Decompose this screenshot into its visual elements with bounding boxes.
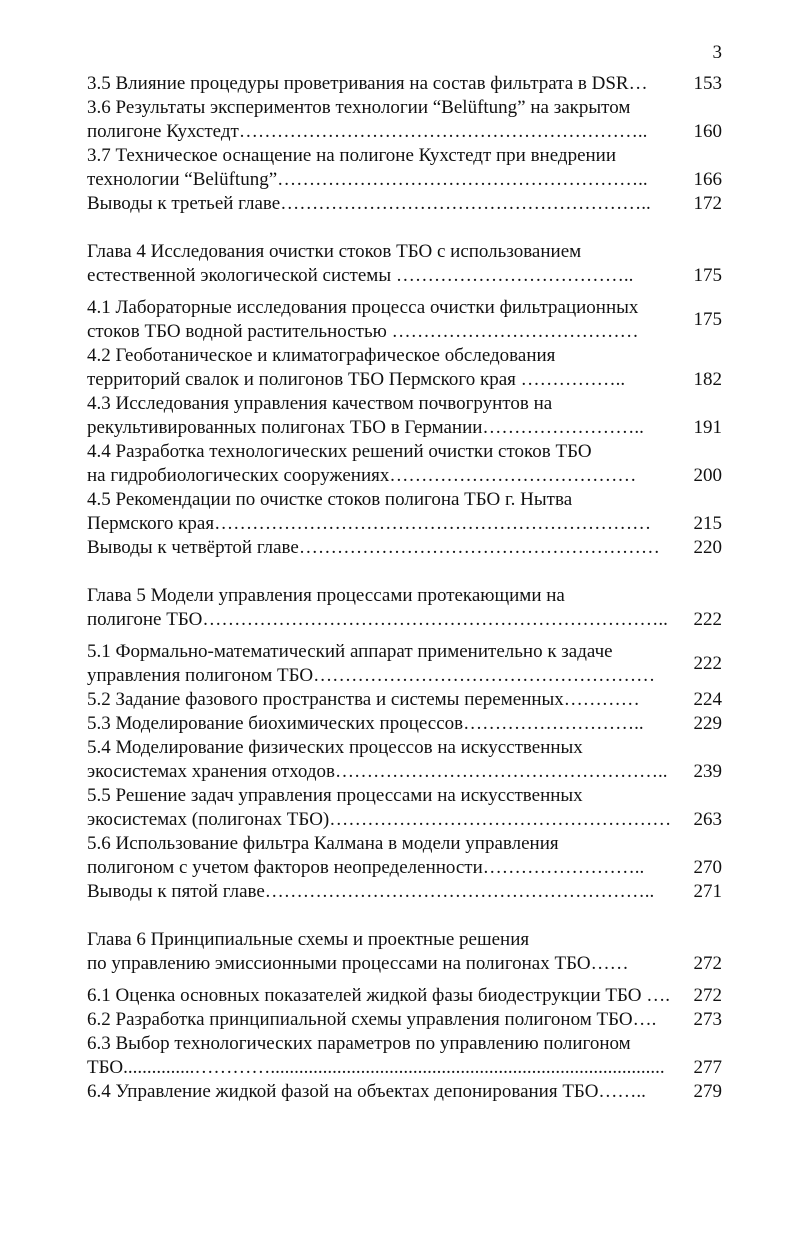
toc-entry-page: 263	[693, 809, 722, 830]
toc-entry-title: 5.1 Формально-математический аппарат применительно к задаче управления полигоном ТБО………………………………………………	[87, 641, 656, 686]
toc-entry-title: 4.2 Геоботаническое и климатографическое обследования территорий свалок и полигонов ТБО Пермского края ……………..	[87, 345, 626, 390]
toc-entry-title: 4.1 Лабораторные исследования процесса очистки фильтрационных стоков ТБО водной растительностью …………………………………	[87, 297, 639, 342]
toc-entry-page: 160	[693, 121, 722, 142]
toc-entry-page: 273	[693, 1009, 722, 1030]
toc-entry-4-2	[87, 344, 722, 392]
toc-entry-title: 4.3 Исследования управления качеством почвогрунтов на рекультивированных полигонах ТБО в Германии……………………..	[87, 393, 644, 438]
toc-entry-title: Глава 6 Принципиальные схемы и проектные решения по управлению эмиссионными процессами на полигонах ТБО……	[87, 929, 629, 974]
toc-entry-5-6	[87, 832, 722, 880]
toc-entry-title: 5.2 Задание фазового пространства и системы переменных…………	[87, 689, 640, 710]
toc-entry-4-3	[87, 392, 722, 440]
table-of-contents	[87, 72, 722, 1104]
toc-entry-title: 6.2 Разработка принципиальной схемы управления полигоном ТБО….	[87, 1009, 657, 1030]
toc-entry-5-2	[87, 688, 722, 712]
toc-entry-page: 271	[693, 881, 722, 902]
toc-entry-3-6	[87, 96, 722, 144]
toc-entry-title: Глава 4 Исследования очистки стоков ТБО с использованием естественной экологической системы ………………………………..	[87, 241, 634, 286]
toc-entry-3-7	[87, 144, 722, 192]
toc-entry-title: 5.4 Моделирование физических процессов на искусственных экосистемах хранения отходов……………………………………………..	[87, 737, 668, 782]
toc-entry-title: 3.7 Техническое оснащение на полигоне Кухстедт при внедрении технологии “Belüftung”…………………………………………………..	[87, 145, 648, 190]
toc-entry-title: 4.4 Разработка технологических решений очистки стоков ТБО на гидробиологических сооружениях…………………………………	[87, 441, 637, 486]
toc-entry-page: 272	[693, 985, 722, 1006]
toc-entry-title: 5.6 Использование фильтра Калмана в модели управления полигоном с учетом факторов неопределенности……………………..	[87, 833, 645, 878]
toc-entry-page: 172	[693, 193, 722, 214]
toc-entry-5-4	[87, 736, 722, 784]
toc-chapter-5	[87, 584, 722, 632]
toc-entry-title: 3.5 Влияние процедуры проветривания на состав фильтрата в DSR…	[87, 73, 648, 94]
toc-entry-title: 5.5 Решение задач управления процессами на искусственных экосистемах (полигонах ТБО)………………………………………………	[87, 785, 672, 830]
toc-entry-title: Глава 5 Модели управления процессами протекающими на полигоне ТБО………………………………………………………………..	[87, 585, 668, 630]
toc-entry-5-5	[87, 784, 722, 832]
toc-entry-6-2	[87, 1008, 722, 1032]
toc-entry-conclusions-5	[87, 880, 722, 904]
toc-entry-title: 4.5 Рекомендации по очистке стоков полигона ТБО г. Нытва Пермского края……………………………………………………………	[87, 489, 652, 534]
toc-entry-conclusions-4	[87, 536, 722, 560]
toc-entry-page: 239	[693, 761, 722, 782]
toc-entry-page: 222	[693, 653, 722, 674]
toc-entry-6-3	[87, 1032, 722, 1080]
toc-entry-title: Выводы к пятой главе……………………………………………………..	[87, 881, 655, 902]
toc-entry-page: 175	[693, 309, 722, 330]
toc-entry-4-4	[87, 440, 722, 488]
toc-chapter-6	[87, 928, 722, 976]
toc-entry-page: 220	[693, 537, 722, 558]
toc-entry-3-5	[87, 72, 722, 96]
toc-entry-page: 175	[693, 265, 722, 286]
toc-entry-page: 224	[693, 689, 722, 710]
toc-entry-page: 182	[693, 369, 722, 390]
toc-entry-6-4	[87, 1080, 722, 1104]
toc-entry-title: Выводы к третьей главе…………………………………………………..	[87, 193, 651, 214]
toc-entry-page: 222	[693, 609, 722, 630]
page-number: 3	[712, 42, 722, 63]
toc-entry-4-1	[87, 296, 722, 344]
toc-entry-title: 6.1 Оценка основных показателей жидкой фазы биодеструкции ТБО ….	[87, 985, 670, 1006]
toc-entry-5-1	[87, 640, 722, 688]
toc-entry-page: 191	[693, 417, 722, 438]
toc-entry-page: 272	[693, 953, 722, 974]
toc-entry-page: 229	[693, 713, 722, 734]
toc-entry-title: Выводы к четвёртой главе…………………………………………………	[87, 537, 660, 558]
toc-entry-conclusions-3	[87, 192, 722, 216]
toc-entry-page: 153	[693, 73, 722, 94]
toc-entry-4-5	[87, 488, 722, 536]
toc-entry-title: 6.4 Управление жидкой фазой на объектах депонирования ТБО……..	[87, 1081, 646, 1102]
toc-entry-title: 6.3 Выбор технологических параметров по управлению полигоном ТБО...............…………...................................................................................	[87, 1033, 665, 1078]
toc-entry-5-3	[87, 712, 722, 736]
toc-entry-page: 166	[693, 169, 722, 190]
toc-entry-page: 200	[693, 465, 722, 486]
toc-chapter-4	[87, 240, 722, 288]
toc-entry-page: 277	[693, 1057, 722, 1078]
toc-entry-page: 270	[693, 857, 722, 878]
toc-entry-page: 215	[693, 513, 722, 534]
toc-entry-6-1	[87, 984, 722, 1008]
toc-entry-title: 5.3 Моделирование биохимических процессов………………………..	[87, 713, 644, 734]
toc-entry-page: 279	[693, 1081, 722, 1102]
toc-entry-title: 3.6 Результаты экспериментов технологии “Belüftung” на закрытом полигоне Кухстедт………………………………………………………..	[87, 97, 648, 142]
